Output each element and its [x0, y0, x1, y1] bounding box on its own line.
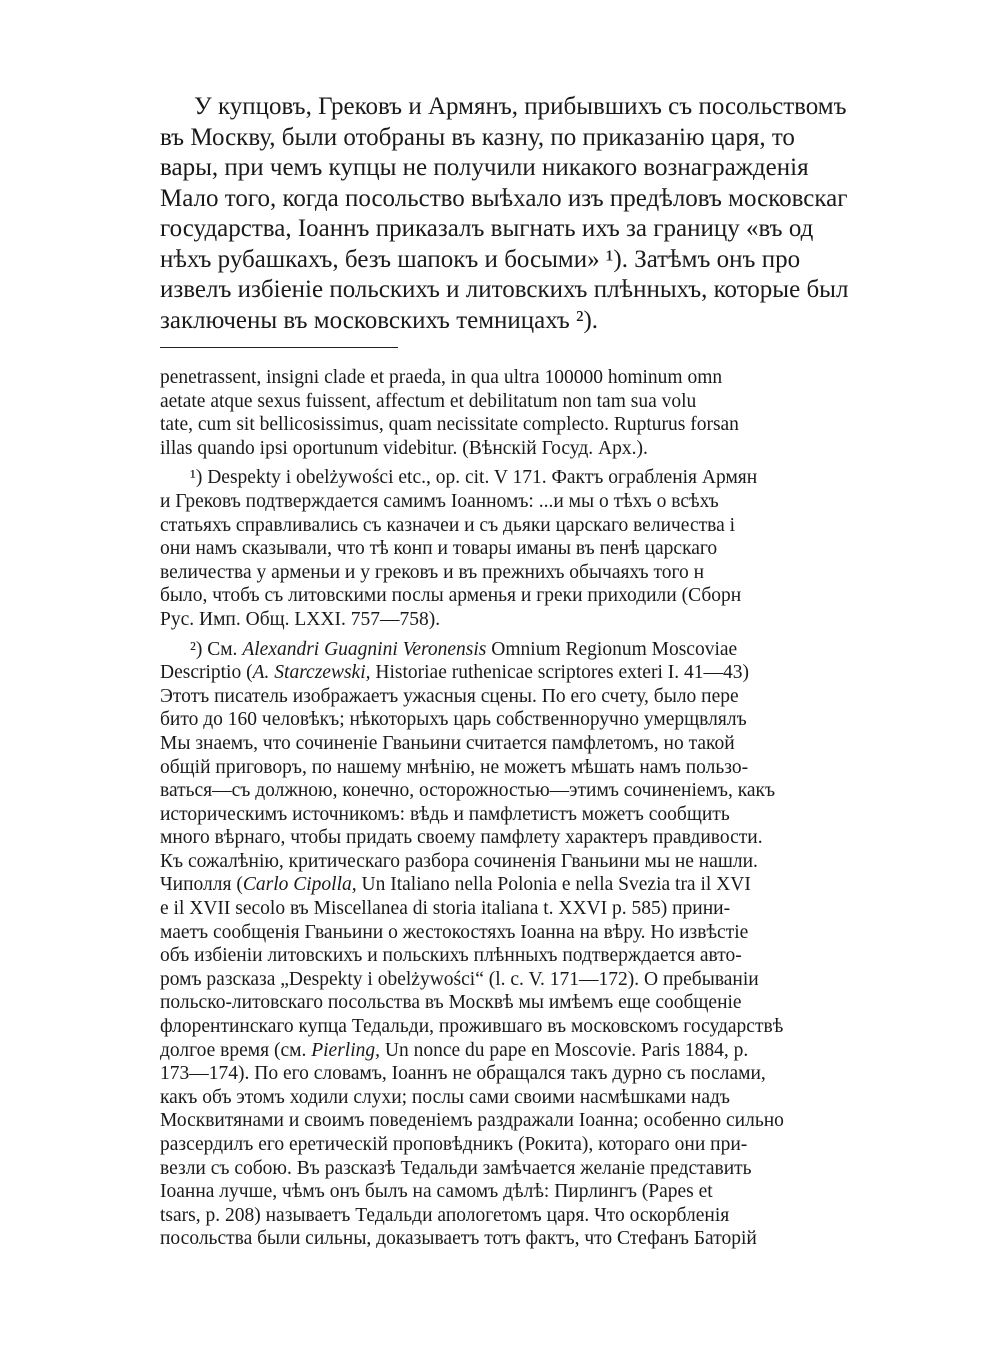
main-line: вары, при чемъ купцы не получили никакого вознагражденія [160, 154, 809, 181]
main-line: извелъ избіеніе польскихъ и литовскихъ плѣнныхъ, которые был [160, 276, 849, 303]
footnote-2-line: разсердилъ его еретическій проповѣдникъ (Рокита), котораго они при- [160, 1134, 748, 1155]
footnote-1-line: Рус. Имп. Общ. LXXI. 757—758). [160, 608, 441, 630]
footnote-2-line: историческимъ источникомъ: вѣдь и памфлетистъ можетъ сообщить [160, 803, 730, 825]
footnote-2-line: бито до 160 человѣкъ; нѣкоторыхъ царь собственноручно умерщвлялъ [160, 709, 747, 731]
footnote-2-line: посольства были сильны, доказываетъ тотъ фактъ, что Стефанъ Баторій [160, 1228, 757, 1250]
footnote-2-line: Москвитянами и своимъ поведеніемъ раздражали Іоанна; особенно сильно [160, 1110, 784, 1132]
footnote-2-line [160, 1039, 1000, 1063]
footnote-2-line: tsars, p. 208) называетъ Тедальди апологетомъ царя. Что оскорбленія [160, 1204, 730, 1226]
footnote-2-line: Къ сожалѣнію, критическаго разбора сочиненія Гваньини мы не нашли. [160, 850, 758, 872]
main-line: У купцовъ, Грековъ и Армянъ, прибывшихъ съ посольствомъ [194, 93, 847, 120]
main-line: государства, Іоаннъ приказалъ выгнать ихъ за границу «въ од [160, 215, 814, 242]
footnote-2-pierling: Pierling, [311, 1039, 381, 1061]
footnote-separator [160, 347, 398, 348]
footnote-1-line: статьяхъ справливались съ казначеи и съ дьяки царскаго величества і [160, 514, 736, 536]
main-line: Мало того, когда посольство выѣхало изъ предѣловъ московскаг [160, 184, 848, 212]
footnote-continuation-line: illas quando ipsi oportunum videbitur. (Вѣнскій Госуд. Арх.). [160, 437, 648, 459]
footnote-2-cipolla: Carlo Cipolla, [242, 874, 357, 896]
footnote-2-text: Un Italiano nella Polonia e nella Svezia tra il XVI [356, 874, 751, 896]
footnote-2-line: Этотъ писатель изображаетъ ужасныя сцены. По его счету, было пере [160, 685, 739, 707]
footnote-2-text: долгое время (см. [160, 1039, 312, 1061]
main-paragraph [160, 92, 1000, 336]
footnote-1-line: было, чтобъ съ литовскими послы арменья и греки приходили (Сборн [160, 585, 742, 607]
main-line: нѣхъ рубашкахъ, безъ шапокъ и босыми» ¹). Затѣмъ онъ про [160, 245, 801, 273]
footnote-2-line: ваться—съ должною, конечно, осторожностью—этимъ сочиненіемъ, какъ [160, 780, 776, 802]
footnote-2-line: флорентинскаго купца Тедальди, прожившаго въ московскомъ государствѣ [160, 1016, 784, 1038]
footnote-continuation-line: penetrassent, insigni clade et praeda, in qua ultra 100000 hominum omn [160, 367, 723, 388]
main-line: заключены въ московскихъ темницахъ ²). [160, 306, 599, 334]
footnote-2-line: Мы знаемъ, что сочиненіе Гваньини считается памфлетомъ, но такой [160, 732, 735, 754]
footnote-2-line: много вѣрнаго, чтобы придать своему памфлету характеръ правдивости. [160, 827, 763, 849]
footnote-2-line: польско-литовскаго посольства въ Москвѣ мы имѣемъ еще сообщеніе [160, 992, 742, 1014]
footnote-2-line: объ избіеніи литовскихъ и польскихъ плѣнныхъ подтверждается авто- [160, 945, 742, 967]
footnote-2-marker: ²) См. [190, 638, 243, 660]
footnote-2-line: маетъ сообщенія Гваньини о жестокостяхъ Іоанна на вѣру. Но извѣстіе [160, 921, 749, 943]
footnote-1-line: величества у арменьи и у грековъ и въ прежнихъ обычаяхъ того н [160, 561, 705, 583]
footnotes [160, 366, 1000, 1251]
footnote-1-line: и Грековъ подтверждается самимъ Іоанномъ: ...и мы о тѣхъ о всѣхъ [160, 490, 719, 512]
footnote-2-line [160, 661, 1000, 685]
footnote-2-line: везли съ собою. Въ разсказѣ Тедальди замѣчается желаніе представить [160, 1157, 752, 1179]
footnote-2-line [160, 873, 1000, 897]
footnote-1-line: ¹) Despekty i obelżywości etc., op. cit. V 171. Фактъ ограбленія Армян [190, 467, 758, 489]
footnote-2-line: какъ объ этомъ ходили слухи; послы сами своими насмѣшками надъ [160, 1086, 730, 1108]
footnote-2-line: ромъ разсказа „Despekty i obelżywości“ (l. c. V. 171—172). О пребываніи [160, 968, 759, 990]
footnote-2-text: Чиполля ( [160, 874, 243, 896]
footnote-2-line: Іоанна лучше, чѣмъ онъ былъ на самомъ дѣлѣ: Пирлингъ (Papes et [160, 1181, 713, 1203]
footnote-2-line [160, 638, 1000, 662]
footnote-1-line: они намъ сказывали, что тѣ конп и товары иманы въ пенѣ царскаго [160, 538, 718, 560]
footnote-2-text: Historiae ruthenicae scriptores exteri I. 41—43) [370, 662, 749, 684]
footnote-2-text: Descriptio ( [160, 662, 253, 684]
footnote-2-line: общій приговоръ, по нашему мнѣнію, не можетъ мѣшать намъ пользо- [160, 756, 749, 778]
footnote-2-line: 173—174). По его словамъ, Іоаннъ не обращался такъ дурно съ послами, [160, 1063, 766, 1085]
main-line: въ Москву, были отобраны въ казну, по приказанію царя, то [160, 123, 795, 151]
footnote-continuation-line: aetate atque sexus fuissent, affectum et debilitatum non tam sua volu [160, 390, 697, 412]
footnote-2-title: Omnium Regionum Moscoviae [486, 638, 738, 660]
footnote-2-author: Alexandri Guagnini Veronensis [242, 638, 487, 660]
footnote-2-line: e il XVII secolo въ Miscellanea di storia italiana t. XXVI p. 585) прини- [160, 898, 731, 920]
footnote-2-editor: A. Starczewski, [252, 662, 371, 684]
footnote-2-text: Un nonce du pape en Moscovie. Paris 1884, p. [380, 1039, 749, 1061]
footnote-continuation-line: tate, cum sit bellicosissimus, quam necissitate complecto. Rupturus forsan [160, 414, 739, 436]
